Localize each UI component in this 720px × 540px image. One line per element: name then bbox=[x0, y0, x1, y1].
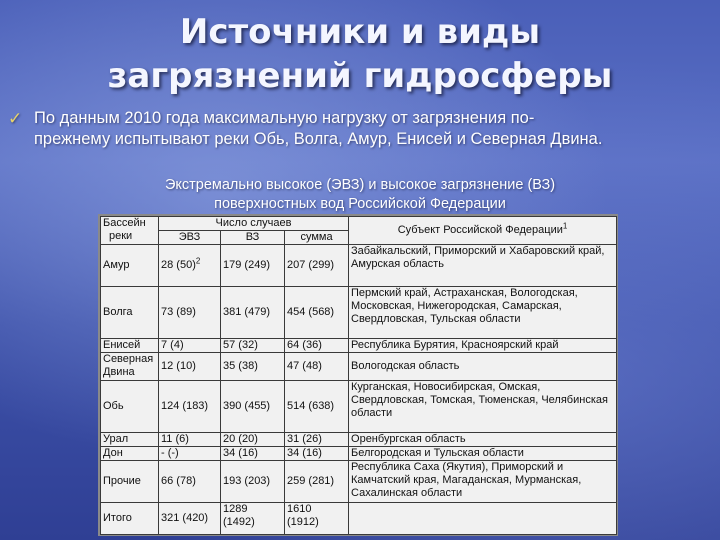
cell-vz: 179 (249) bbox=[221, 245, 285, 287]
header-cases: Число случаев bbox=[159, 217, 349, 231]
bullet-item bbox=[8, 108, 714, 150]
cell-subject bbox=[349, 503, 617, 535]
header-sum: сумма bbox=[285, 231, 349, 245]
cell-vz: 193 (203) bbox=[221, 461, 285, 503]
cell-basin: Итого bbox=[101, 503, 159, 535]
cell-vz: 35 (38) bbox=[221, 353, 285, 381]
cell-evz: 124 (183) bbox=[159, 381, 221, 433]
cell-evz: 7 (4) bbox=[159, 339, 221, 353]
cell-evz: 11 (6) bbox=[159, 433, 221, 447]
cell-subject: Забайкальский, Приморский и Хабаровский край, Амурская область bbox=[349, 245, 617, 287]
pollution-table bbox=[100, 216, 617, 535]
table-caption-line1: Экстремально высокое (ЭВЗ) и высокое загрязнение (ВЗ) bbox=[164, 177, 556, 193]
cell-basin: Дон bbox=[101, 447, 159, 461]
table-row bbox=[101, 339, 617, 353]
cell-evz: - (-) bbox=[159, 447, 221, 461]
cell-sum: 34 (16) bbox=[285, 447, 349, 461]
cell-basin: Волга bbox=[101, 287, 159, 339]
checkmark-icon: ✓ bbox=[8, 109, 23, 129]
slide-title bbox=[0, 10, 720, 98]
table-row bbox=[101, 245, 617, 287]
cell-basin: Северная Двина bbox=[101, 353, 159, 381]
pollution-table-frame bbox=[98, 214, 618, 536]
header-vz: ВЗ bbox=[221, 231, 285, 245]
table-row bbox=[101, 287, 617, 339]
cell-basin: Енисей bbox=[101, 339, 159, 353]
header-evz: ЭВЗ bbox=[159, 231, 221, 245]
table-row bbox=[101, 447, 617, 461]
cell-sum: 207 (299) bbox=[285, 245, 349, 287]
cell-basin: Урал bbox=[101, 433, 159, 447]
cell-vz: 381 (479) bbox=[221, 287, 285, 339]
cell-sum: 64 (36) bbox=[285, 339, 349, 353]
slide-title-line2: загрязнений гидросферы bbox=[107, 56, 613, 96]
table-row bbox=[101, 461, 617, 503]
cell-evz: 73 (89) bbox=[159, 287, 221, 339]
header-subject: Субъект Российской Федерации$^1$ bbox=[349, 217, 617, 245]
cell-subject: Белгородская и Тульская области bbox=[349, 447, 617, 461]
table-caption bbox=[0, 176, 720, 214]
cell-evz: 28 $(50)^2$ bbox=[159, 245, 221, 287]
cell-sum: 47 (48) bbox=[285, 353, 349, 381]
cell-basin: Амур bbox=[101, 245, 159, 287]
header-basin: Бассейн реки bbox=[101, 217, 159, 245]
cell-subject: Курганская, Новосибирская, Омская, Свердловская, Томская, Тюменская, Челябинская области bbox=[349, 381, 617, 433]
table-row bbox=[101, 353, 617, 381]
cell-sum: 259 (281) bbox=[285, 461, 349, 503]
table-row bbox=[101, 381, 617, 433]
cell-vz: 20 (20) bbox=[221, 433, 285, 447]
cell-evz: 321 (420) bbox=[159, 503, 221, 535]
cell-vz: 1289 (1492) bbox=[221, 503, 285, 535]
bullet-text-line1: По данным 2010 года максимальную нагрузку от загрязнения по- bbox=[34, 109, 535, 127]
cell-evz: 12 (10) bbox=[159, 353, 221, 381]
cell-sum: 31 (26) bbox=[285, 433, 349, 447]
cell-subject: Вологодская область bbox=[349, 353, 617, 381]
cell-sum: 454 (568) bbox=[285, 287, 349, 339]
cell-subject: Республика Саха (Якутия), Приморский и Камчатский края, Магаданская, Мурманская, Сахалинская области bbox=[349, 461, 617, 503]
slide-title-line1: Источники и виды bbox=[179, 12, 541, 52]
cell-vz: 34 (16) bbox=[221, 447, 285, 461]
cell-sum: 1610 (1912) bbox=[285, 503, 349, 535]
cell-basin: Прочие bbox=[101, 461, 159, 503]
table-caption-line2: поверхностных вод Российской Федерации bbox=[214, 196, 506, 212]
cell-basin: Обь bbox=[101, 381, 159, 433]
cell-subject: Пермский край, Астраханская, Вологодская, Московская, Нижегородская, Самарская, Свердловская, Тульская области bbox=[349, 287, 617, 339]
cell-vz: 390 (455) bbox=[221, 381, 285, 433]
bullet-text-line2: прежнему испытывают реки Обь, Волга, Амур, Енисей и Северная Двина. bbox=[34, 130, 603, 148]
table-row bbox=[101, 503, 617, 535]
cell-subject: Оренбургская область bbox=[349, 433, 617, 447]
cell-vz: 57 (32) bbox=[221, 339, 285, 353]
cell-sum: 514 (638) bbox=[285, 381, 349, 433]
table-row bbox=[101, 433, 617, 447]
cell-subject: Республика Бурятия, Красноярский край bbox=[349, 339, 617, 353]
cell-evz: 66 (78) bbox=[159, 461, 221, 503]
